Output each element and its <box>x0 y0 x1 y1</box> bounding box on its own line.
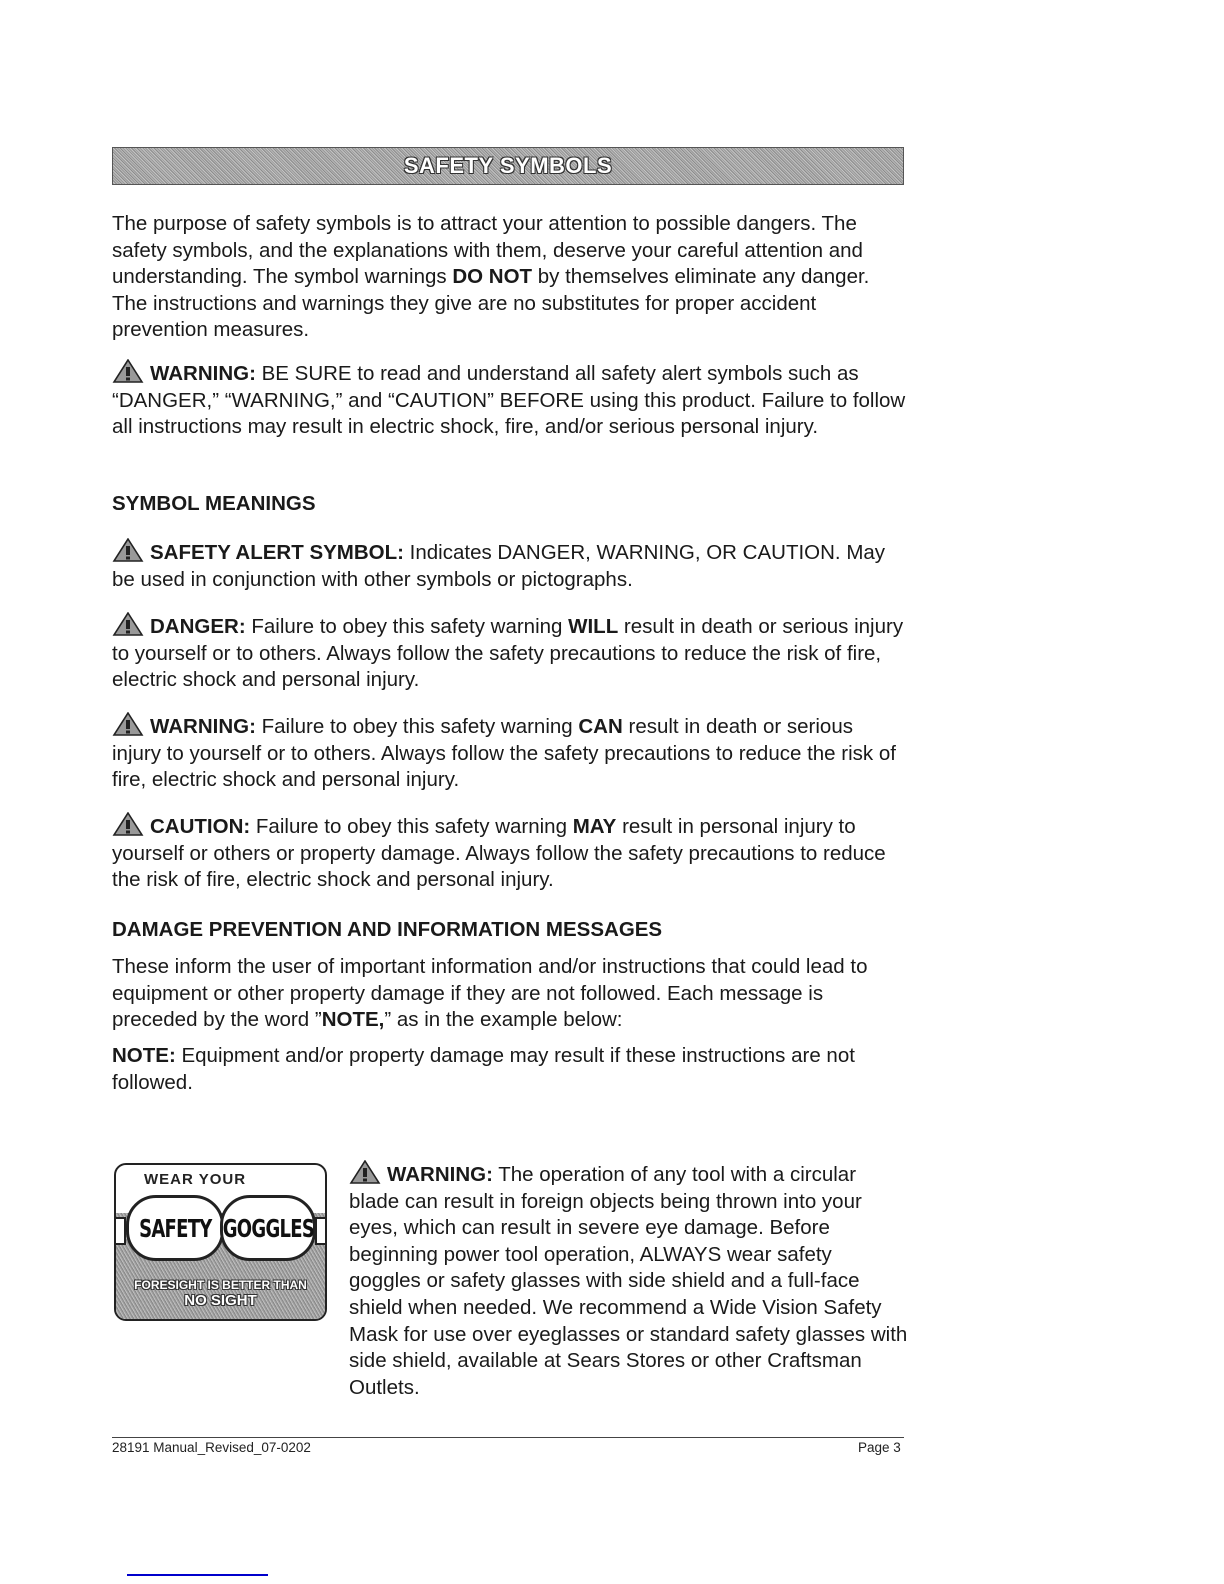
warning-triangle-icon <box>112 359 144 383</box>
eye-warning-paragraph <box>349 1160 909 1401</box>
meaning-bold: WILL <box>568 615 619 638</box>
damage-text: These inform the user of important information and/or instructions that could lead to equipment or other property damage if they are not followed. Each message is preceded by the word ” <box>112 955 868 1032</box>
meaning-text-post: result in death or serious injury to yourself or to others. Always follow the safety precautions to reduce the risk of fire, electric shock and personal injury. <box>112 715 896 792</box>
right-lens-text: GOGGLES <box>222 1213 314 1243</box>
damage-text-post: ” as in the example below: <box>384 1008 623 1032</box>
meaning-text: Indicates DANGER, WARNING, OR CAUTION. May be used in conjunction with other symbols or pictographs. <box>112 541 886 591</box>
warning-triangle-icon <box>112 612 144 636</box>
goggles-left-lens <box>126 1195 224 1261</box>
eye-warning-label: WARNING: <box>387 1163 493 1186</box>
meaning-item-safety-alert <box>112 538 907 593</box>
intro-bold: DO NOT <box>452 265 533 289</box>
safety-goggles-graphic <box>114 1163 327 1321</box>
meaning-label: CAUTION: <box>150 815 251 838</box>
slogan-line-2: NO SIGHT <box>184 1292 257 1309</box>
goggles-slogan <box>116 1277 325 1309</box>
meaning-text-post: result in personal injury to yourself or others or property damage. Always follow the safety precautions to reduce the risk of fire, electric shock and personal injury. <box>112 815 886 892</box>
note-paragraph <box>112 1043 907 1096</box>
banner-title: SAFETY SYMBOLS <box>403 153 613 178</box>
warning-triangle-icon <box>112 538 144 562</box>
meaning-bold: CAN <box>578 715 623 738</box>
symbol-meanings-heading: SYMBOL MEANINGS <box>112 492 316 515</box>
goggles-top-text: WEAR YOUR <box>144 1171 247 1188</box>
warning-triangle-icon <box>349 1160 381 1184</box>
meaning-label: WARNING: <box>150 715 256 738</box>
meaning-text: Failure to obey this safety warning <box>250 815 573 838</box>
meaning-bold: MAY <box>572 815 617 838</box>
blue-underline-artifact <box>127 1574 268 1576</box>
footer-page-number: Page 3 <box>858 1440 901 1455</box>
footer-divider <box>112 1437 904 1438</box>
warning-text: BE SURE to read and understand all safety alert symbols such as “DANGER,” “WARNING,” and “CAUTION” BEFORE using this product. Failure to follow all instructions may result in electric shock, fire, and/or serious personal injury. <box>112 362 906 439</box>
section-banner <box>112 147 904 185</box>
goggles-strap-right <box>315 1217 327 1245</box>
meaning-item-warning <box>112 712 907 794</box>
warning-triangle-icon <box>112 712 144 736</box>
intro-text-2: by themselves eliminate any danger. The instructions and warnings they give are no substitutes for proper accident prevention measures. <box>112 265 870 342</box>
damage-prevention-paragraph <box>112 954 907 1034</box>
meaning-text: Failure to obey this safety warning <box>255 715 579 738</box>
intro-paragraph <box>112 211 907 344</box>
meaning-item-caution <box>112 812 907 894</box>
warning-label: WARNING: <box>150 362 256 385</box>
note-text: Equipment and/or property damage may result if these instructions are not followed. <box>112 1044 855 1094</box>
damage-bold: NOTE, <box>321 1008 385 1032</box>
meaning-item-danger <box>112 612 907 694</box>
eye-warning-text: The operation of any tool with a circular blade can result in foreign objects being thrown into your eyes, which can result in severe eye damage. Before beginning power tool operation, ALWAYS wear safety goggles or safety glasses with side shield and a full-face shield when needed. We recommend a Wide Vision Safety Mask for use over eyeglasses or standard safety glasses with side shield, available at Sears Stores or other Craftsman Outlets. <box>349 1163 908 1399</box>
warning-triangle-icon <box>112 812 144 836</box>
meaning-text: Failure to obey this safety warning <box>245 615 569 638</box>
meaning-label: SAFETY ALERT SYMBOL: <box>150 541 404 564</box>
general-warning <box>112 359 907 441</box>
left-lens-text: SAFETY <box>138 1213 212 1243</box>
goggles-right-lens <box>220 1195 316 1261</box>
damage-prevention-heading: DAMAGE PREVENTION AND INFORMATION MESSAGES <box>112 918 663 941</box>
intro-text-1: The purpose of safety symbols is to attract your attention to possible dangers. The safety symbols, and the explanations with them, deserve your careful attention and understanding. The symbol warnings <box>112 212 863 289</box>
note-label: NOTE: <box>112 1044 176 1067</box>
slogan-line-1: FORESIGHT IS BETTER THAN <box>134 1278 307 1292</box>
footer-doc-id: 28191 Manual_Revised_07-0202 <box>112 1440 311 1455</box>
goggles-strap-left <box>114 1217 126 1245</box>
meaning-text-post: result in death or serious injury to yourself or to others. Always follow the safety precautions to reduce the risk of fire, electric shock and personal injury. <box>112 615 904 692</box>
meaning-label: DANGER: <box>150 615 246 638</box>
